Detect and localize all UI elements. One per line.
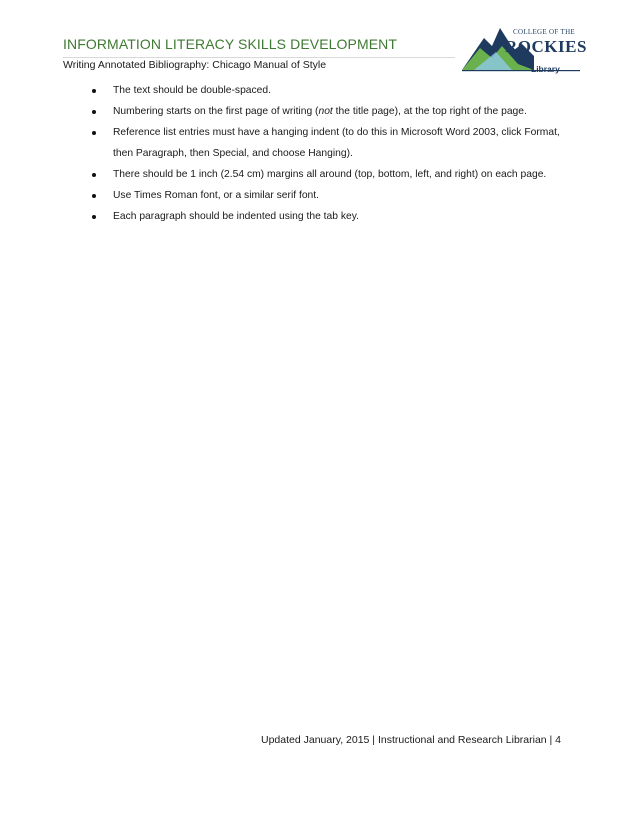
list-item: Numbering starts on the first page of writing (not the title page), at the top right of the page. — [90, 101, 580, 122]
guideline-list — [90, 80, 580, 227]
logo-baseline — [462, 70, 580, 71]
list-item: There should be 1 inch (2.54 cm) margins all around (top, bottom, left, and right) on each page. — [90, 164, 580, 185]
page-footer: Updated January, 2015 | Instructional and Research Librarian | 4 — [261, 734, 562, 746]
list-item: Each paragraph should be indented using the tab key. — [90, 206, 580, 227]
list-item: The text should be double-spaced. — [90, 80, 580, 101]
list-item: Reference list entries must have a hanging indent (to do this in Microsoft Word 2003, click Format, then Paragraph, then Special, and choose Hanging). — [90, 122, 580, 164]
logo-text-college: COLLEGE OF THE — [513, 28, 576, 36]
emphasis-text: not — [318, 106, 333, 117]
header-title: INFORMATION LITERACY SKILLS DEVELOPMENT — [63, 36, 398, 52]
header-subtitle: Writing Annotated Bibliography: Chicago Manual of Style — [63, 59, 327, 71]
list-item: Use Times Roman font, or a similar serif font. — [90, 185, 580, 206]
header-divider — [63, 57, 455, 58]
logo-text-rockies: ROCKIES — [505, 37, 587, 56]
logo-text-library: Library — [531, 64, 560, 74]
